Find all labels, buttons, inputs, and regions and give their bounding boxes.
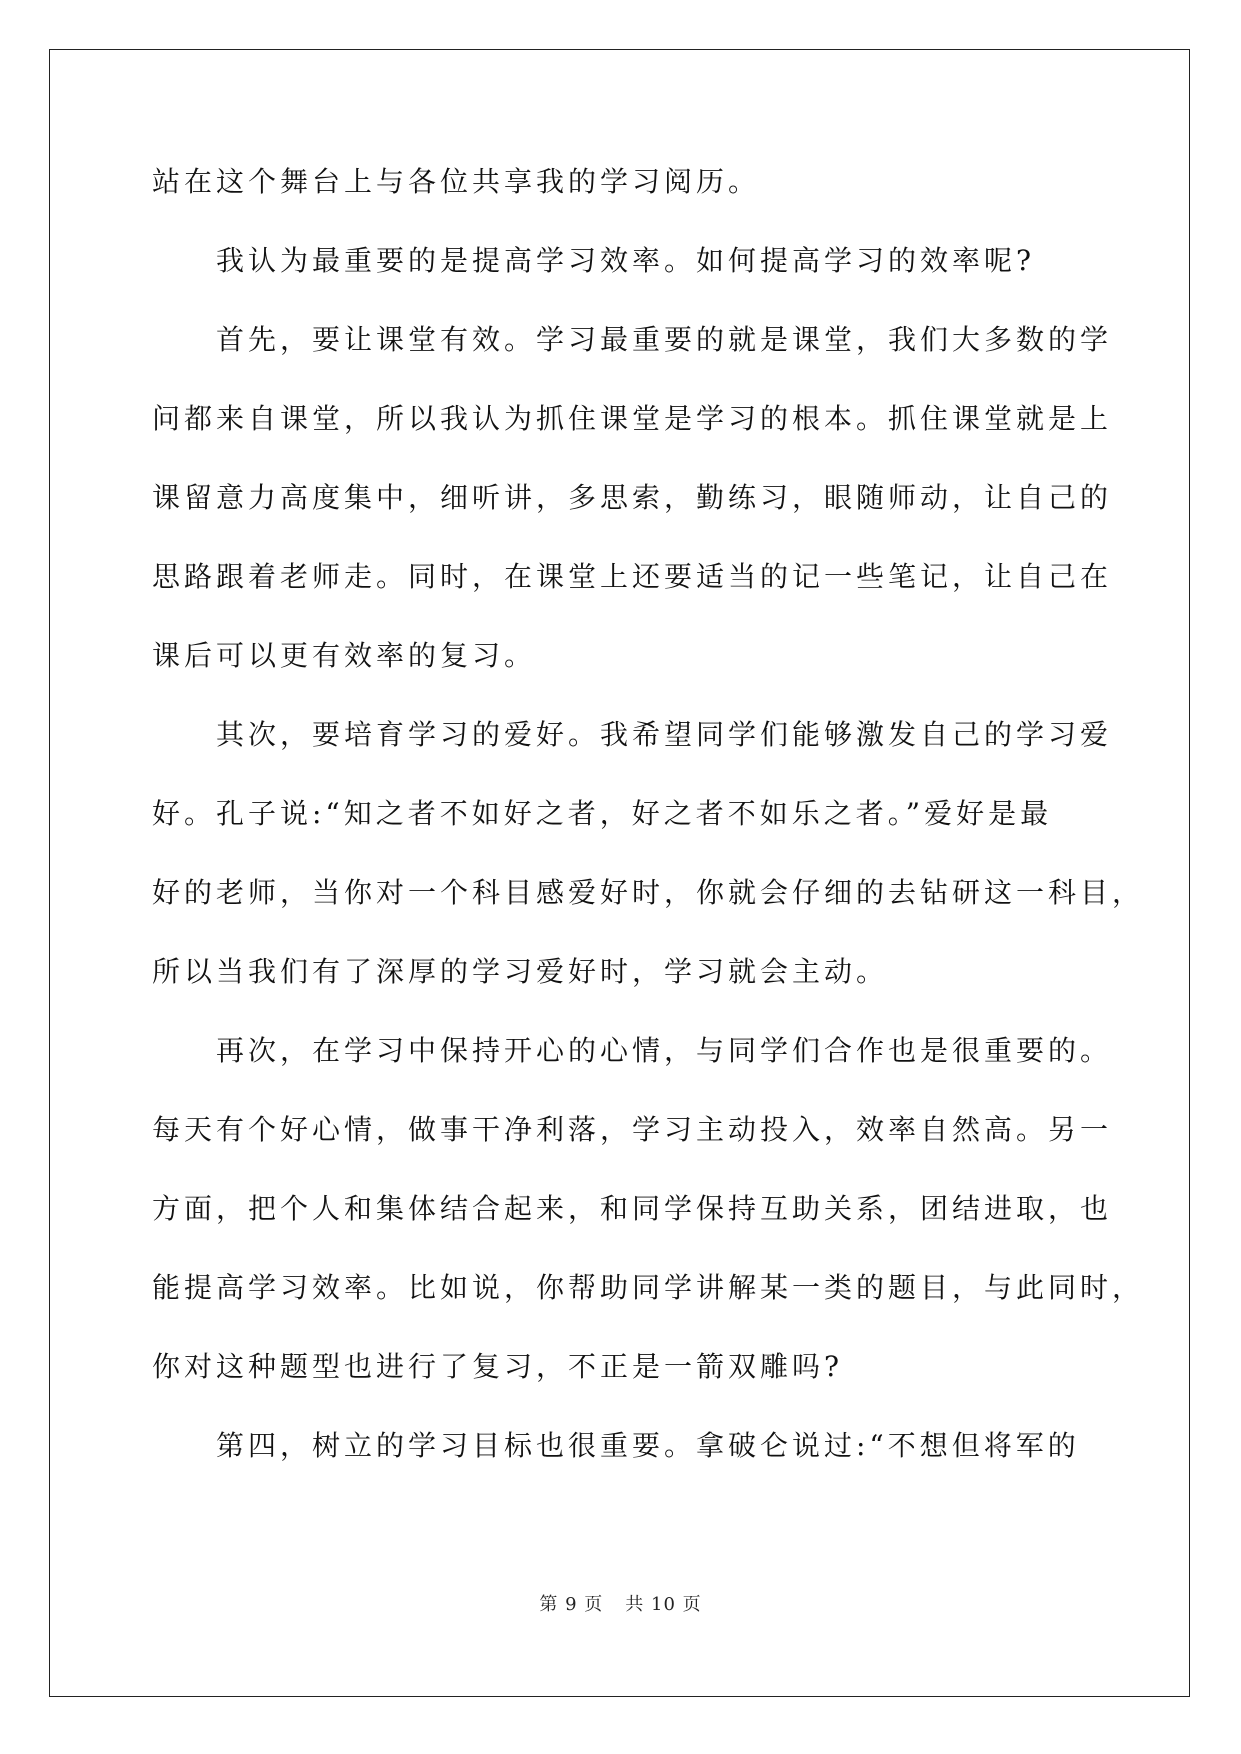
document-body xyxy=(152,162,1145,1505)
text-line: 能提高学习效率。比如说，你帮助同学讲解某一类的题目，与此同时， xyxy=(152,1271,1145,1304)
paragraph-first-line: 其次，要培育学习的爱好。我希望同学们能够激发自己的学习爱 xyxy=(216,718,1113,751)
page-total: 共 10 页 xyxy=(625,1594,702,1615)
paragraph-first-line: 首先，要让课堂有效。学习最重要的就是课堂，我们大多数的学 xyxy=(216,323,1113,356)
text-line: 好的老师，当你对一个科目感爱好时，你就会仔细的去钻研这一科目， xyxy=(152,876,1145,909)
text-line: 课后可以更有效率的复习。 xyxy=(152,639,537,672)
text-line: 每天有个好心情，做事干净利落，学习主动投入，效率自然高。另一 xyxy=(152,1113,1113,1146)
text-line: 你对这种题型也进行了复习，不正是一箭双雕吗? xyxy=(152,1350,844,1383)
page-footer xyxy=(0,1590,1241,1616)
text-line: 课留意力高度集中，细听讲，多思索，勤练习，眼随师动，让自己的 xyxy=(152,481,1113,514)
paragraph-first-line: 我认为最重要的是提高学习效率。如何提高学习的效率呢? xyxy=(216,244,1036,277)
text-line: 好。孔子说:“知之者不如好之者，好之者不如乐之者。”爱好是最 xyxy=(152,797,1053,830)
text-line: 站在这个舞台上与各位共享我的学习阅历。 xyxy=(152,165,761,198)
paragraph-first-line: 第四，树立的学习目标也很重要。拿破仑说过:“不想但将军的 xyxy=(216,1429,1080,1462)
text-line: 问都来自课堂，所以我认为抓住课堂是学习的根本。抓住课堂就是上 xyxy=(152,402,1113,435)
paragraph-first-line: 再次，在学习中保持开心的心情，与同学们合作也是很重要的。 xyxy=(216,1034,1113,1067)
text-line: 方面，把个人和集体结合起来，和同学保持互助关系，团结进取，也 xyxy=(152,1192,1113,1225)
text-line: 思路跟着老师走。同时，在课堂上还要适当的记一些笔记，让自己在 xyxy=(152,560,1113,593)
page-number: 第 9 页 xyxy=(539,1594,604,1615)
text-line: 所以当我们有了深厚的学习爱好时，学习就会主动。 xyxy=(152,955,889,988)
